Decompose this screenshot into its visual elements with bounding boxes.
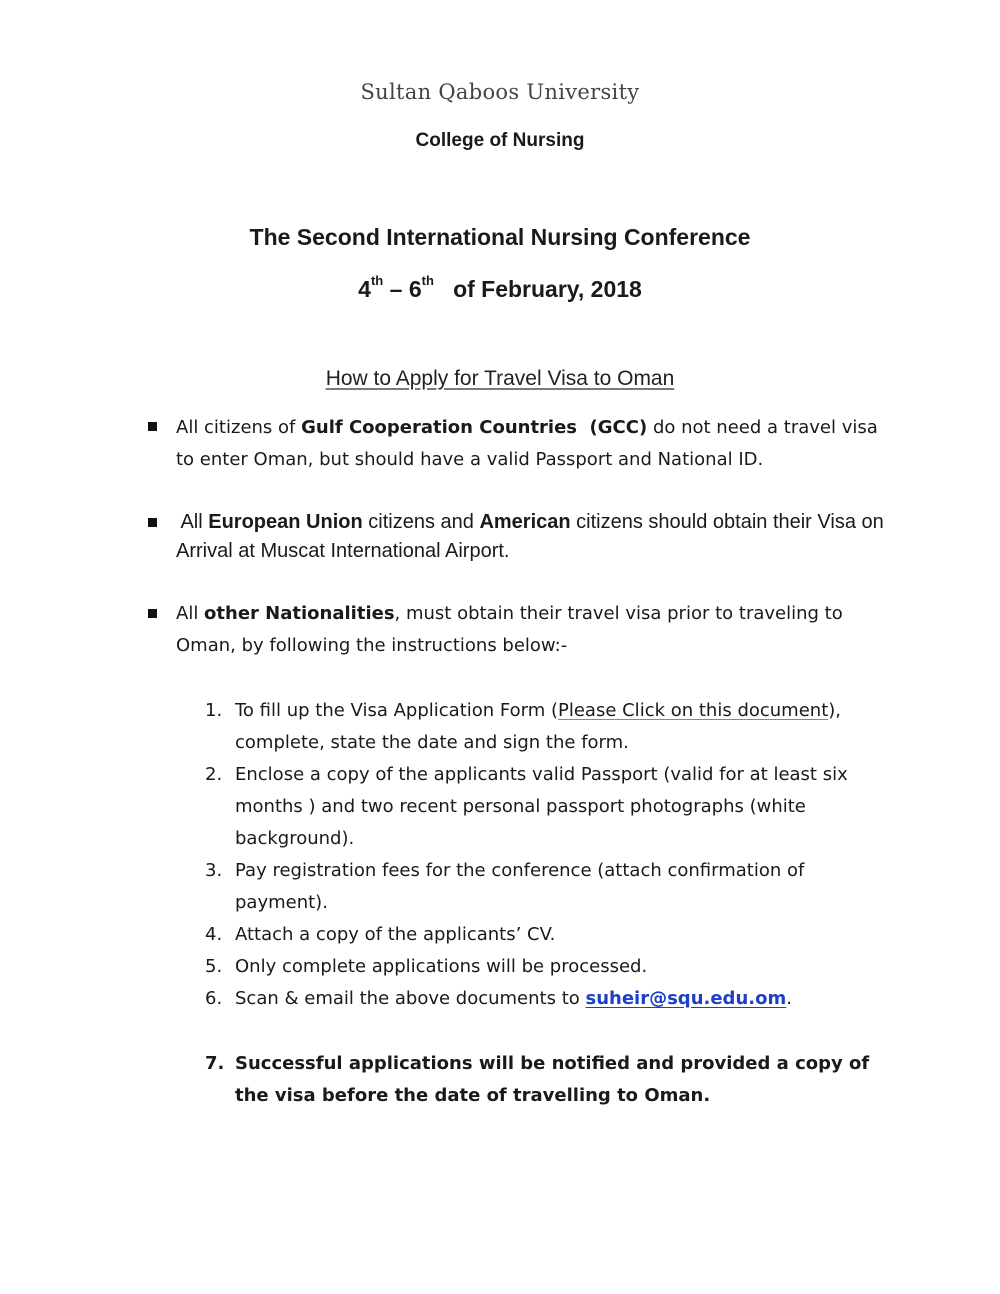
step-number: 2. (205, 764, 223, 785)
step-1: To fill up the Visa Application Form (Please Click on this document), complete, state the date and sign the form. (235, 700, 842, 753)
step-2: Enclose a copy of the applicants valid Passport (valid for at least six months ) and two recent personal passport photographs (white background). (235, 764, 848, 849)
email-link[interactable]: suheir@squ.edu.om (585, 988, 787, 1009)
bullet-square-icon (148, 422, 157, 431)
visa-form-link[interactable]: Please Click on this document (557, 700, 829, 721)
step-number: 5. (205, 956, 223, 977)
bullet-other-nationalities: All other Nationalities, must obtain their travel visa prior to traveling to Oman, by following the instructions below:- (176, 603, 843, 656)
date-dash: – (383, 276, 409, 302)
conference-title: The Second International Nursing Conference (249, 224, 751, 250)
bullet-square-icon (148, 609, 157, 618)
start-day-suffix: th (370, 273, 384, 289)
step-7: Successful applications will be notified and provided a copy of the visa before the date of travelling to Oman. (235, 1053, 870, 1106)
step-number: 7. (205, 1053, 225, 1074)
conference-dates (0, 273, 1000, 303)
section-heading: How to Apply for Travel Visa to Oman (325, 367, 675, 390)
bullet-gcc: All citizens of Gulf Cooperation Countries (GCC) do not need a travel visa to enter Oman, but should have a valid Passport and National ID. (176, 417, 878, 470)
step-5: Only complete applications will be processed. (235, 956, 648, 977)
step-number: 4. (205, 924, 223, 945)
bullet-eu-american: All European Union citizens and American citizens should obtain their Visa on Arrival at Muscat International Airport. (176, 511, 884, 562)
step-number: 3. (205, 860, 223, 881)
bullet-square-icon (148, 518, 157, 527)
university-name: Sultan Qaboos University (360, 80, 640, 104)
end-day: 6 (408, 276, 422, 302)
month-year: of February, 2018 (453, 276, 642, 302)
step-number: 6. (205, 988, 223, 1009)
step-3: Pay registration fees for the conference (attach confirmation of payment). (235, 860, 805, 913)
step-4: Attach a copy of the applicants’ CV. (235, 924, 556, 945)
step-number: 1. (205, 700, 223, 721)
college-name: College of Nursing (415, 130, 585, 151)
end-day-suffix: th (421, 273, 434, 289)
step-6: Scan & email the above documents to suheir@squ.edu.om. (235, 988, 792, 1009)
start-day: 4 (358, 276, 371, 302)
